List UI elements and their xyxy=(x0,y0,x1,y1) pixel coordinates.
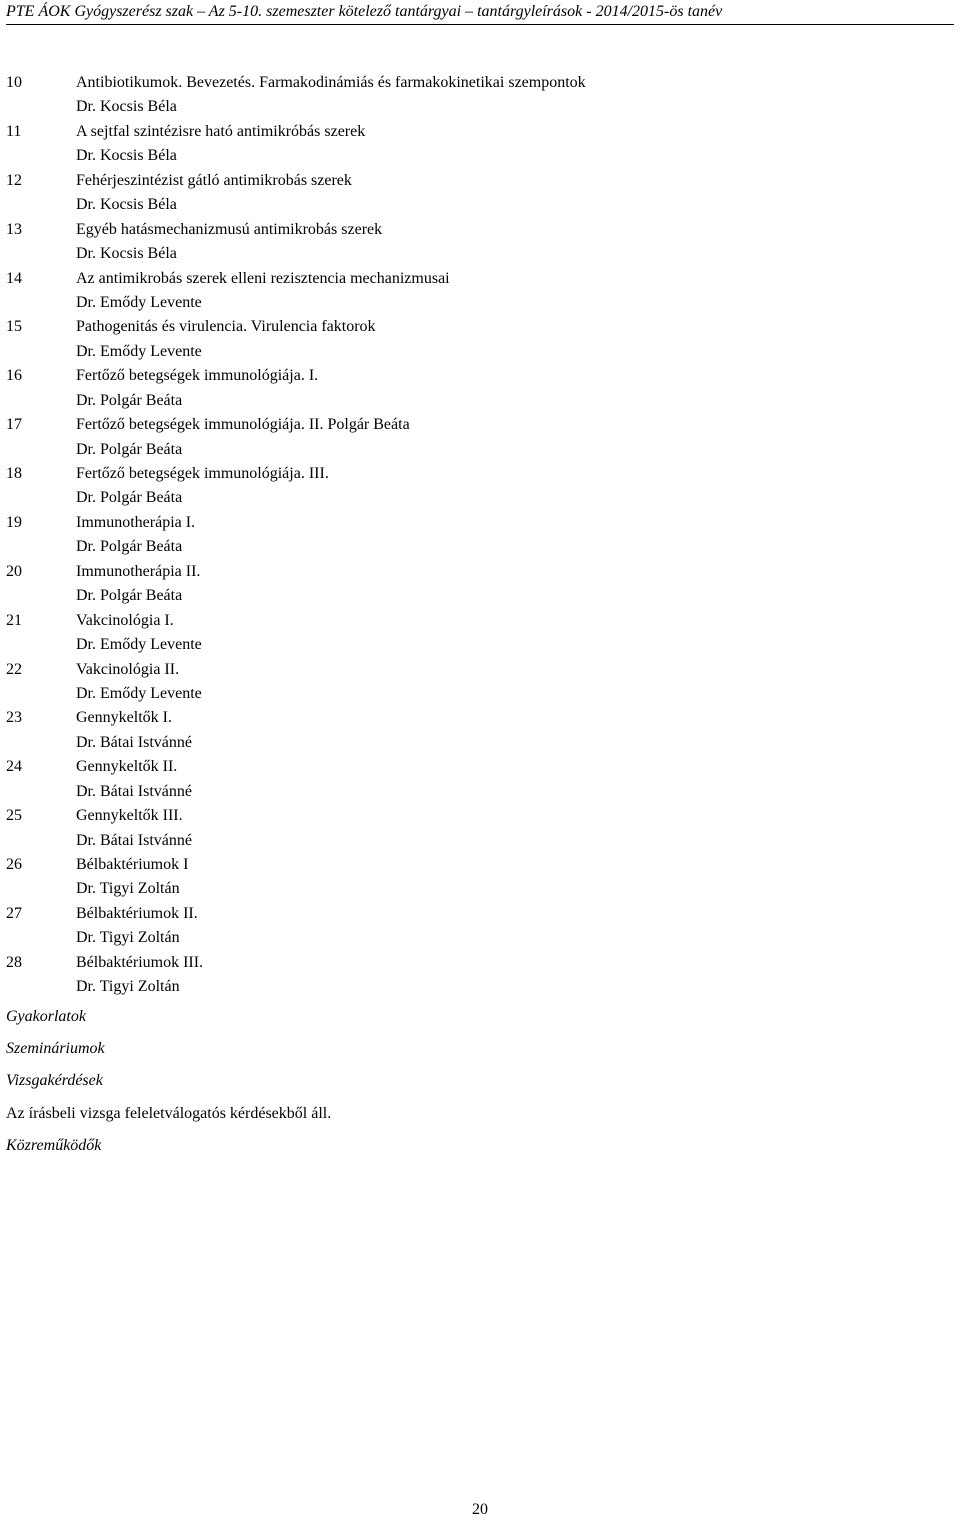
lecturer-row xyxy=(6,486,954,510)
lecture-title-row xyxy=(6,658,954,682)
lecturer-name: Dr. Bátai Istvánné xyxy=(76,782,192,800)
lecture-title-row xyxy=(6,951,954,975)
lecture-title-row xyxy=(6,755,954,779)
lecture-number: 14 xyxy=(6,269,22,287)
lecture-title: Fertőző betegségek immunológiája. III. xyxy=(76,465,329,482)
lecturer-row xyxy=(6,438,954,462)
lecture-number: 18 xyxy=(6,465,22,482)
seminars-heading: Szemináriumok xyxy=(6,1040,105,1057)
lecture-title-row xyxy=(6,511,954,535)
lecture-title-row xyxy=(6,120,954,144)
lecturer-name: Dr. Polgár Beáta xyxy=(76,587,183,605)
lecture-title-row xyxy=(6,804,954,828)
exam-description: Az írásbeli vizsga feleletválogatós kérdésekből áll. xyxy=(6,1105,332,1122)
lecturer-row xyxy=(6,633,954,657)
lecture-title: Antibiotikumok. Bevezetés. Farmakodinámiás és farmakokinetikai szempontok xyxy=(76,74,586,91)
lecturer-name: Dr. Polgár Beáta xyxy=(76,391,183,409)
lecturer-name: Dr. Bátai Istvánné xyxy=(76,733,192,751)
lecturer-name: Dr. Polgár Beáta xyxy=(76,489,183,507)
lecture-title: Gennykeltők I. xyxy=(76,709,172,727)
lecture-title-row xyxy=(6,560,954,584)
lecturer-row xyxy=(6,95,954,119)
lecture-title: Pathogenitás és virulencia. Virulencia faktorok xyxy=(76,318,376,336)
lecture-title: Immunotherápia I. xyxy=(76,513,196,531)
lecturer-row xyxy=(6,340,954,364)
lecture-title: Immunotherápia II. xyxy=(76,562,201,580)
lecture-number: 26 xyxy=(6,856,22,873)
lecture-number: 13 xyxy=(6,220,22,238)
lecture-title-row xyxy=(6,609,954,633)
lecture-number: 15 xyxy=(6,318,22,336)
lecture-title: Bélbaktériumok II. xyxy=(76,904,198,922)
lecture-title-row xyxy=(6,706,954,730)
lecturer-row xyxy=(6,389,954,413)
lecture-title: Gennykeltők III. xyxy=(76,807,183,825)
lecture-title: Gennykeltők II. xyxy=(76,758,178,776)
lecturer-row xyxy=(6,584,954,608)
lecture-title-row xyxy=(6,462,954,486)
header-rule xyxy=(6,24,954,25)
lecturer-row xyxy=(6,682,954,706)
lecturer-name: Dr. Kocsis Béla xyxy=(76,245,177,263)
lecturer-row xyxy=(6,144,954,168)
lecturer-name: Dr. Polgár Beáta xyxy=(76,440,183,458)
lecture-number: 17 xyxy=(6,416,22,434)
lecture-title: Bélbaktériumok I xyxy=(76,856,189,873)
lecturer-name: Dr. Polgár Beáta xyxy=(76,538,183,556)
page-number: 20 xyxy=(472,1501,488,1518)
lecturer-name: Dr. Bátai Istvánné xyxy=(76,831,192,849)
lecture-title-row xyxy=(6,853,954,877)
lecture-title: Vakcinológia II. xyxy=(76,660,180,678)
lecture-number: 11 xyxy=(6,122,22,140)
lecture-number: 19 xyxy=(6,513,22,531)
lecturer-name: Dr. Tigyi Zoltán xyxy=(76,929,180,947)
lecture-title-row xyxy=(6,267,954,291)
lecturer-name: Dr. Emődy Levente xyxy=(76,342,202,360)
lecturer-name: Dr. Kocsis Béla xyxy=(76,196,177,214)
lecturer-name: Dr. Tigyi Zoltán xyxy=(76,978,180,996)
lecture-number: 23 xyxy=(6,709,22,727)
lecturer-name: Dr. Emődy Levente xyxy=(76,684,202,702)
lecture-number: 25 xyxy=(6,807,22,825)
running-header: PTE ÁOK Gyógyszerész szak – Az 5-10. szemeszter kötelező tantárgyai – tantárgyleírások - 2014/2015-ös tanév xyxy=(6,3,723,20)
lecture-title-row xyxy=(6,902,954,926)
lecture-title: Fertőző betegségek immunológiája. II. Polgár Beáta xyxy=(76,416,410,434)
lecture-title-row xyxy=(6,413,954,437)
lecturer-row xyxy=(6,291,954,315)
lecture-number: 16 xyxy=(6,367,22,385)
lecture-title-row xyxy=(6,169,954,193)
lecture-title-row xyxy=(6,364,954,388)
lecturer-row xyxy=(6,829,954,853)
lecture-number: 24 xyxy=(6,758,22,776)
lecture-title: Fertőző betegségek immunológiája. I. xyxy=(76,367,319,385)
lecturer-row xyxy=(6,877,954,901)
lecture-number: 20 xyxy=(6,562,22,580)
lecturer-row xyxy=(6,242,954,266)
lecturer-row xyxy=(6,193,954,217)
lecture-number: 10 xyxy=(6,74,22,91)
lecture-list xyxy=(6,71,954,1000)
lecturer-name: Dr. Emődy Levente xyxy=(76,636,202,654)
contributors-heading: Közreműködők xyxy=(6,1137,102,1154)
lecture-title-row xyxy=(6,218,954,242)
lecturer-row xyxy=(6,780,954,804)
lecturer-name: Dr. Kocsis Béla xyxy=(76,147,177,165)
lecturer-row xyxy=(6,926,954,950)
lecture-title: Egyéb hatásmechanizmusú antimikrobás szerek xyxy=(76,220,383,238)
lecture-title-row xyxy=(6,315,954,339)
lecturer-name: Dr. Emődy Levente xyxy=(76,293,202,311)
lecture-number: 21 xyxy=(6,611,22,629)
lecture-number: 27 xyxy=(6,904,22,922)
exam-questions-heading: Vizsgakérdések xyxy=(6,1072,103,1089)
lecturer-row xyxy=(6,975,954,999)
lecture-title: Az antimikrobás szerek elleni rezisztencia mechanizmusai xyxy=(76,269,450,287)
lecture-title: Bélbaktériumok III. xyxy=(76,953,204,971)
lecture-number: 12 xyxy=(6,171,22,189)
lecture-title: Vakcinológia I. xyxy=(76,611,174,629)
lecture-title-row xyxy=(6,71,954,95)
lecturer-name: Dr. Tigyi Zoltán xyxy=(76,880,180,898)
lecturer-name: Dr. Kocsis Béla xyxy=(76,98,177,116)
lecturer-row xyxy=(6,535,954,559)
lecturer-row xyxy=(6,731,954,755)
practicals-heading: Gyakorlatok xyxy=(6,1008,86,1025)
lecture-number: 22 xyxy=(6,660,22,678)
lecture-title: Fehérjeszintézist gátló antimikrobás szerek xyxy=(76,171,352,189)
lecture-title: A sejtfal szintézisre ható antimikróbás szerek xyxy=(76,122,366,140)
lecture-number: 28 xyxy=(6,953,22,971)
